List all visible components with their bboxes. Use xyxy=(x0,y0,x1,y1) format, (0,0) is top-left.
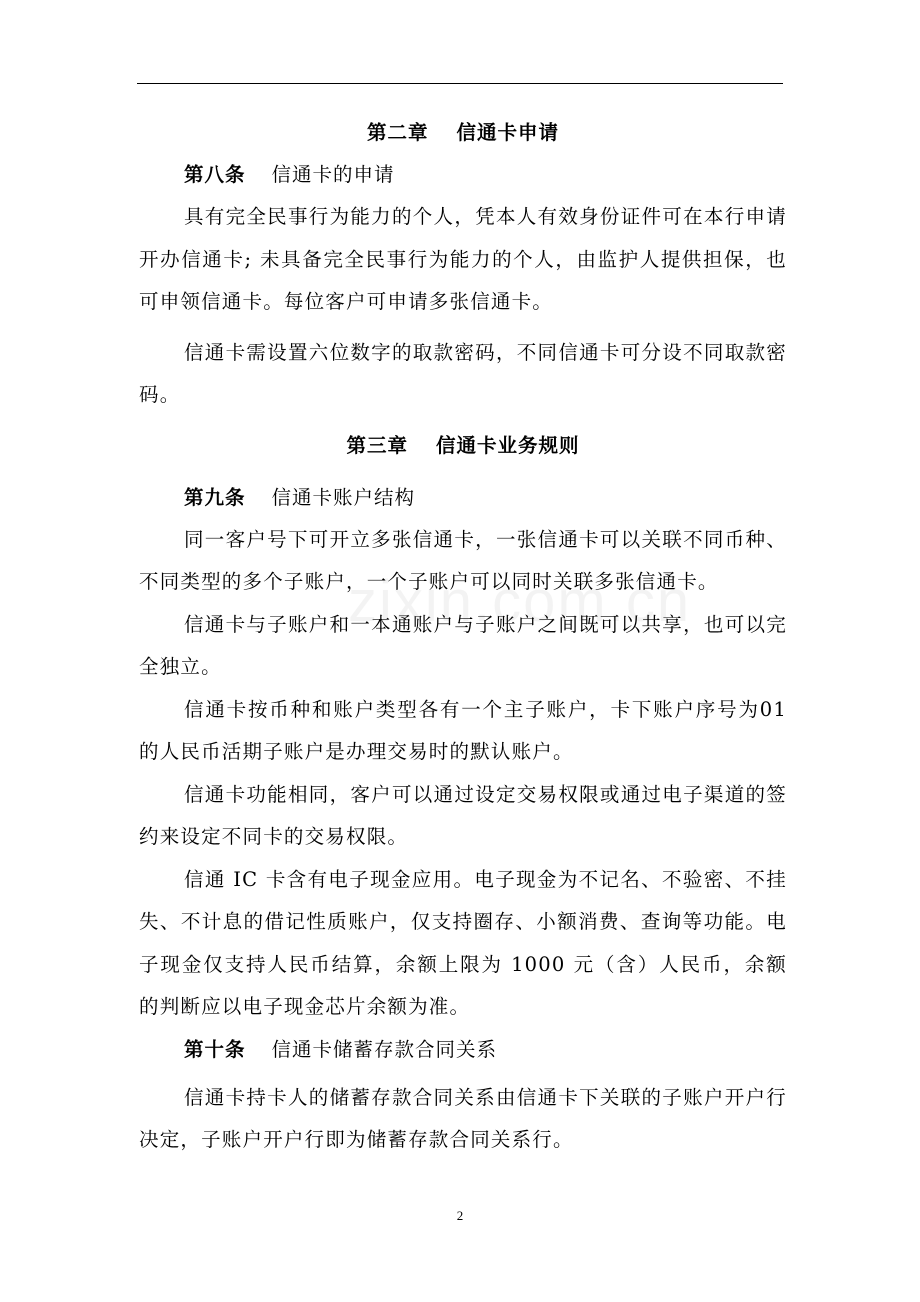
article-number: 第八条 xyxy=(184,163,246,186)
page-number: 2 xyxy=(456,1208,464,1223)
article-heading-10 xyxy=(139,1029,787,1071)
chapter-heading-2 xyxy=(139,112,787,154)
paragraph: 信通卡需设置六位数字的取款密码，不同信通卡可分设不同取款密码。 xyxy=(139,340,787,406)
chapter-heading-3 xyxy=(139,425,787,467)
paragraph: 具有完全民事行为能力的个人，凭本人有效身份证件可在本行申请开办信通卡; 未具备完全民事行为能力的个人，由监护人提供担保，也可申领信通卡。每位客户可申请多张信通卡。 xyxy=(139,205,787,313)
article-title: 信通卡储蓄存款合同关系 xyxy=(271,1037,498,1061)
paragraph: 信通 IC 卡含有电子现金应用。电子现金为不记名、不验密、不挂失、不计息的借记性质账户，仅支持圈存、小额消费、查询等功能。电子现金仅支持人民币结算，余额上限为 1000 元（含）人民币，余额的判断应以电子现金芯片余额为准。 xyxy=(139,867,787,1018)
paragraph: 信通卡与子账户和一本通账户与子账户之间既可以共享，也可以完全独立。 xyxy=(139,612,787,678)
paragraph: 信通卡持卡人的储蓄存款合同关系由信通卡下关联的子账户开户行决定，子账户开户行即为储蓄存款合同关系行。 xyxy=(139,1085,787,1151)
paragraph: 信通卡按币种和账户类型各有一个主子账户，卡下账户序号为01 的人民币活期子账户是办理交易时的默认账户。 xyxy=(139,697,787,763)
header-rule xyxy=(137,83,783,84)
chapter-number: 第三章 xyxy=(346,433,408,457)
chapter-title: 信通卡业务规则 xyxy=(436,433,580,457)
page-content xyxy=(139,112,787,1162)
article-number: 第十条 xyxy=(184,1037,246,1061)
chapter-number: 第二章 xyxy=(366,121,429,144)
article-number: 第九条 xyxy=(184,485,246,509)
article-heading-8 xyxy=(139,154,787,196)
article-heading-9 xyxy=(139,477,787,519)
article-title: 信通卡的申请 xyxy=(271,163,395,186)
chapter-title: 信通卡申请 xyxy=(456,121,560,144)
paragraph: 信通卡功能相同，客户可以通过设定交易权限或通过电子渠道的签约来设定不同卡的交易权限。 xyxy=(139,782,787,848)
paragraph: 同一客户号下可开立多张信通卡，一张信通卡可以关联不同币种、不同类型的多个子账户，一个子账户可以同时关联多张信通卡。 xyxy=(139,527,787,593)
article-title: 信通卡账户结构 xyxy=(271,485,416,509)
